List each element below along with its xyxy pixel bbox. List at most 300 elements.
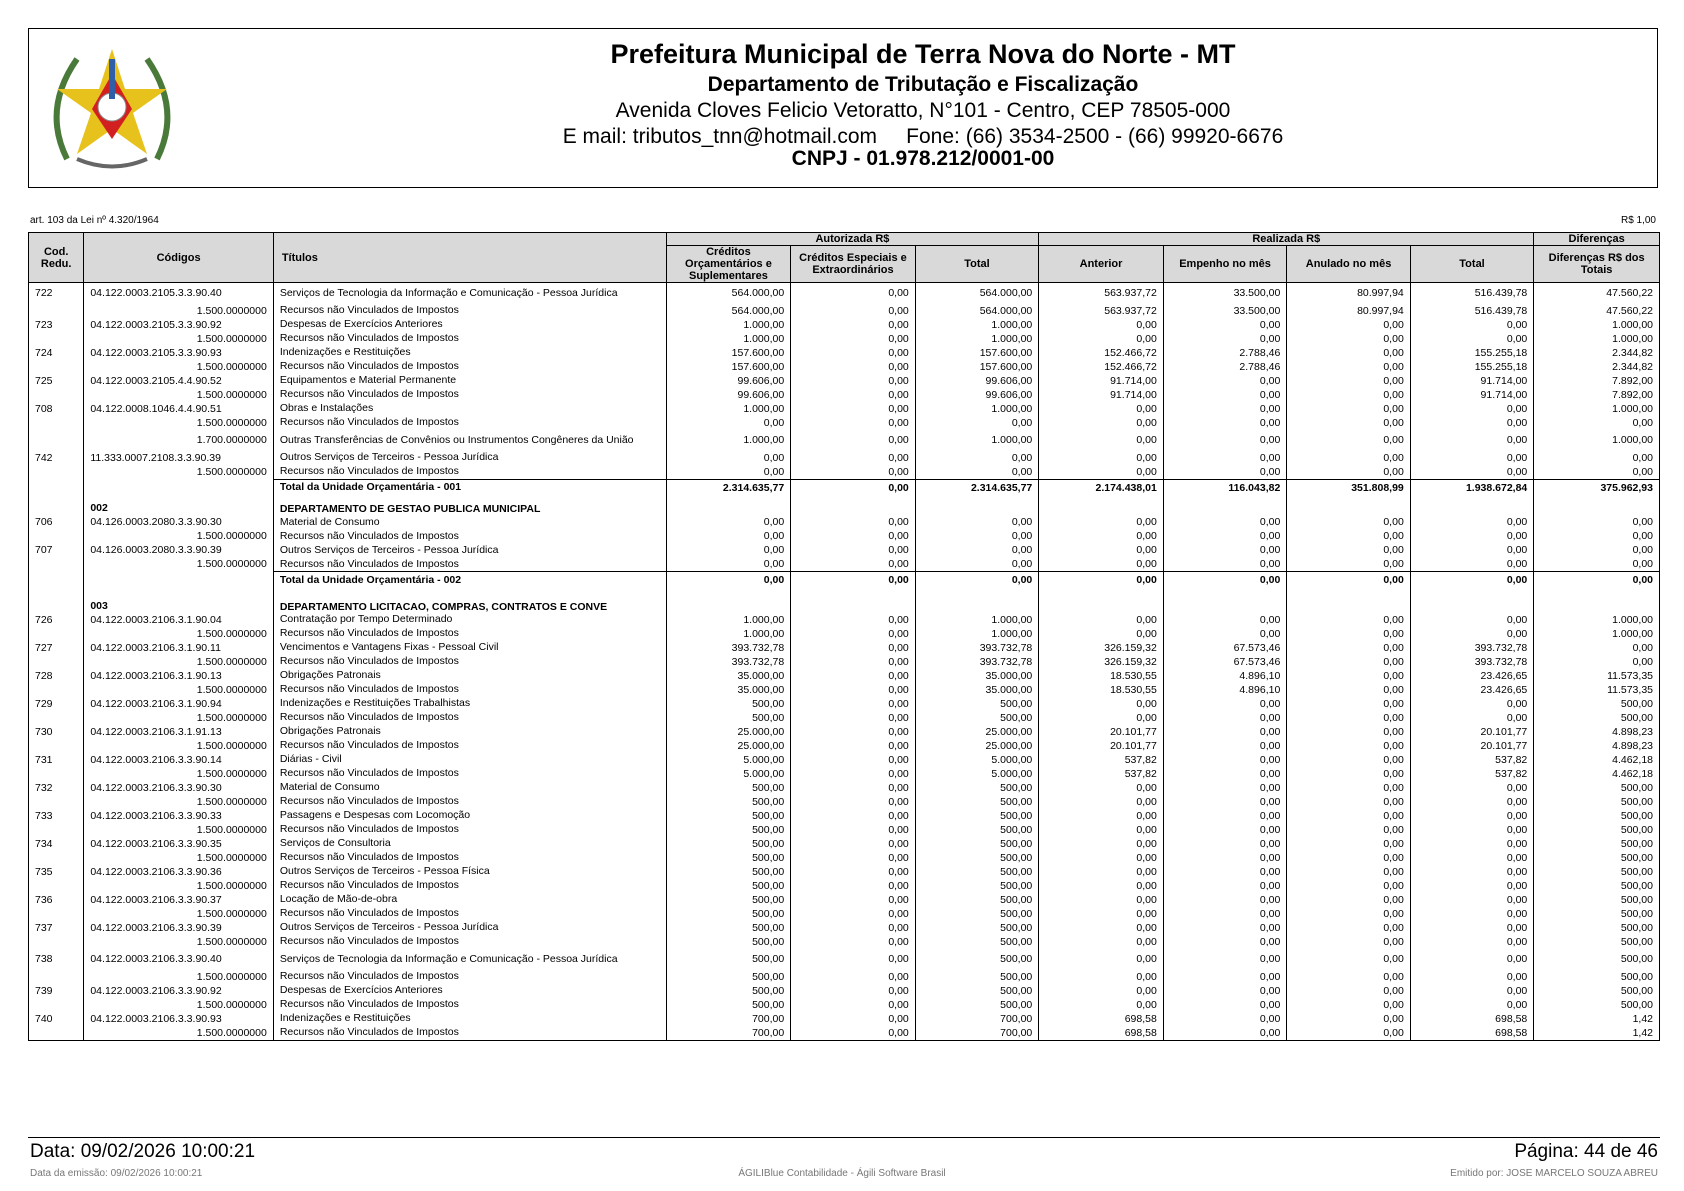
value-cell: [1410, 589, 1533, 613]
value-cell: 0,00: [1163, 823, 1286, 837]
software-credit: ÁGILIBlue Contabilidade - Ágili Software Brasil: [738, 1168, 946, 1179]
value-cell: 698,58: [1039, 1026, 1164, 1041]
value-cell: 0,00: [1287, 865, 1410, 879]
titulo-cell: Indenizações e Restituições Trabalhistas: [273, 697, 666, 711]
cod-redu-cell: [29, 430, 84, 451]
value-cell: 155.255,18: [1410, 346, 1533, 360]
value-cell: 0,00: [1163, 627, 1286, 641]
cod-redu-cell: [29, 655, 84, 669]
value-cell: 500,00: [666, 998, 791, 1012]
value-cell: 500,00: [915, 893, 1039, 907]
value-cell: 0,00: [1410, 837, 1533, 851]
value-cell: [666, 496, 791, 515]
value-cell: [1163, 589, 1286, 613]
value-cell: 99.606,00: [915, 388, 1039, 402]
value-cell: 0,00: [915, 557, 1039, 572]
value-cell: 0,00: [791, 515, 916, 529]
table-row: [29, 543, 1660, 557]
value-cell: 0,00: [1163, 907, 1286, 921]
titulo-cell: Material de Consumo: [273, 515, 666, 529]
value-cell: 0,00: [1287, 346, 1410, 360]
cod-redu-cell: 734: [29, 837, 84, 851]
value-cell: 0,00: [1287, 451, 1410, 465]
cod-redu-cell: [29, 851, 84, 865]
value-cell: 0,00: [1410, 543, 1533, 557]
value-cell: 33.500,00: [1163, 283, 1286, 304]
cod-redu-cell: [29, 304, 84, 318]
table-row: [29, 627, 1660, 641]
value-cell: 500,00: [1534, 935, 1660, 949]
value-cell: 326.159,32: [1039, 655, 1164, 669]
value-cell: 0,00: [1534, 515, 1660, 529]
value-cell: 0,00: [1410, 627, 1533, 641]
value-cell: 0,00: [1039, 627, 1164, 641]
value-cell: 564.000,00: [915, 283, 1039, 304]
value-cell: 500,00: [1534, 879, 1660, 893]
value-cell: 157.600,00: [915, 346, 1039, 360]
value-cell: 20.101,77: [1039, 725, 1164, 739]
value-cell: 1.000,00: [1534, 332, 1660, 346]
value-cell: 500,00: [915, 795, 1039, 809]
value-cell: 698,58: [1039, 1012, 1164, 1026]
value-cell: 1,42: [1534, 1012, 1660, 1026]
value-cell: 0,00: [1287, 970, 1410, 984]
value-cell: 7.892,00: [1534, 388, 1660, 402]
value-cell: 99.606,00: [666, 374, 791, 388]
value-cell: 0,00: [1287, 416, 1410, 430]
value-cell: 0,00: [1039, 697, 1164, 711]
value-cell: 0,00: [1163, 781, 1286, 795]
value-cell: 0,00: [1163, 809, 1286, 823]
cod-redu-cell: [29, 879, 84, 893]
codigo-cell: 1.500.0000000: [84, 360, 273, 374]
section-row: [29, 496, 1660, 515]
value-cell: 0,00: [915, 416, 1039, 430]
value-cell: 0,00: [791, 479, 916, 496]
value-cell: [1039, 496, 1164, 515]
codigo-cell: 1.500.0000000: [84, 627, 273, 641]
value-cell: 393.732,78: [915, 655, 1039, 669]
table-row: [29, 935, 1660, 949]
cod-redu-cell: 731: [29, 753, 84, 767]
titulo-cell: Outros Serviços de Terceiros - Pessoa Jurídica: [273, 921, 666, 935]
value-cell: [1287, 496, 1410, 515]
value-cell: 393.732,78: [666, 655, 791, 669]
value-cell: 500,00: [666, 795, 791, 809]
value-cell: 0,00: [1534, 416, 1660, 430]
value-cell: 0,00: [791, 529, 916, 543]
titulo-cell: Recursos não Vinculados de Impostos: [273, 1026, 666, 1041]
value-cell: 0,00: [791, 809, 916, 823]
value-cell: 4.462,18: [1534, 767, 1660, 781]
value-cell: 0,00: [791, 823, 916, 837]
value-cell: 0,00: [1410, 879, 1533, 893]
value-cell: 0,00: [1287, 893, 1410, 907]
titulo-cell: Diárias - Civil: [273, 753, 666, 767]
value-cell: 0,00: [1163, 332, 1286, 346]
cod-redu-cell: [29, 388, 84, 402]
value-cell: 0,00: [791, 893, 916, 907]
value-cell: 0,00: [791, 984, 916, 998]
value-cell: 0,00: [666, 557, 791, 572]
value-cell: 0,00: [1039, 402, 1164, 416]
codigo-cell: 04.122.0003.2106.3.3.90.40: [84, 949, 273, 970]
value-cell: 563.937,72: [1039, 304, 1164, 318]
value-cell: 0,00: [791, 851, 916, 865]
codigo-cell: 04.126.0003.2080.3.3.90.39: [84, 543, 273, 557]
titulo-cell: Indenizações e Restituições: [273, 1012, 666, 1026]
titulo-cell: Recursos não Vinculados de Impostos: [273, 304, 666, 318]
value-cell: 47.560,22: [1534, 283, 1660, 304]
value-cell: 0,00: [1410, 465, 1533, 480]
value-cell: 1.000,00: [666, 402, 791, 416]
value-cell: 4.898,23: [1534, 725, 1660, 739]
value-cell: 11.573,35: [1534, 683, 1660, 697]
value-cell: 4.896,10: [1163, 683, 1286, 697]
value-cell: 0,00: [915, 529, 1039, 543]
table-row: [29, 837, 1660, 851]
col-creditos: Créditos Orçamentários e Suplementares: [666, 246, 791, 283]
value-cell: 0,00: [1039, 823, 1164, 837]
codigo-cell: 04.122.0003.2105.3.3.90.40: [84, 283, 273, 304]
value-cell: 0,00: [666, 529, 791, 543]
value-cell: 5.000,00: [666, 767, 791, 781]
value-cell: 500,00: [666, 879, 791, 893]
value-cell: 1.000,00: [666, 627, 791, 641]
value-cell: 0,00: [791, 697, 916, 711]
value-cell: 1.000,00: [1534, 318, 1660, 332]
value-cell: 0,00: [1410, 697, 1533, 711]
value-cell: 0,00: [791, 318, 916, 332]
value-cell: 0,00: [1287, 402, 1410, 416]
value-cell: 0,00: [1163, 753, 1286, 767]
table-row: [29, 725, 1660, 739]
value-cell: 0,00: [1163, 767, 1286, 781]
budget-table: [28, 232, 1660, 1041]
value-cell: 1.938.672,84: [1410, 479, 1533, 496]
codigo-cell: 04.122.0003.2106.3.3.90.93: [84, 1012, 273, 1026]
value-cell: 0,00: [1410, 402, 1533, 416]
titulo-cell: Recursos não Vinculados de Impostos: [273, 627, 666, 641]
value-cell: 500,00: [1534, 837, 1660, 851]
department-name: Departamento de Tributação e Fiscalização: [707, 73, 1139, 96]
codigo-cell: 1.500.0000000: [84, 1026, 273, 1041]
value-cell: 0,00: [1163, 1026, 1286, 1041]
value-cell: 0,00: [1287, 837, 1410, 851]
value-cell: 500,00: [915, 879, 1039, 893]
value-cell: 564.000,00: [915, 304, 1039, 318]
cod-redu-cell: 724: [29, 346, 84, 360]
cod-redu-cell: [29, 332, 84, 346]
value-cell: 0,00: [915, 451, 1039, 465]
value-cell: [1287, 589, 1410, 613]
value-cell: 0,00: [1287, 515, 1410, 529]
table-row: [29, 1012, 1660, 1026]
value-cell: 500,00: [666, 865, 791, 879]
table-row: [29, 374, 1660, 388]
value-cell: 0,00: [791, 451, 916, 465]
table-row: [29, 557, 1660, 572]
value-cell: 564.000,00: [666, 283, 791, 304]
value-cell: 500,00: [666, 837, 791, 851]
table-row: [29, 655, 1660, 669]
titulo-cell: Recursos não Vinculados de Impostos: [273, 360, 666, 374]
value-cell: 0,00: [791, 641, 916, 655]
titulo-cell: Outras Transferências de Convênios ou Instrumentos Congêneres da União: [273, 430, 666, 451]
value-cell: 33.500,00: [1163, 304, 1286, 318]
value-cell: 0,00: [666, 416, 791, 430]
value-cell: 500,00: [666, 984, 791, 998]
value-cell: 0,00: [791, 970, 916, 984]
value-cell: 0,00: [1163, 465, 1286, 480]
value-cell: 0,00: [791, 332, 916, 346]
value-cell: 0,00: [1163, 949, 1286, 970]
value-cell: 0,00: [791, 1012, 916, 1026]
codigo-cell: 1.500.0000000: [84, 823, 273, 837]
value-cell: 500,00: [1534, 998, 1660, 1012]
value-cell: 5.000,00: [915, 767, 1039, 781]
value-cell: 25.000,00: [666, 725, 791, 739]
value-cell: 500,00: [1534, 893, 1660, 907]
value-cell: 0,00: [1410, 332, 1533, 346]
codigo-cell: 1.500.0000000: [84, 332, 273, 346]
value-cell: 80.997,94: [1287, 304, 1410, 318]
value-cell: 0,00: [666, 465, 791, 480]
value-cell: 157.600,00: [666, 346, 791, 360]
table-row: [29, 529, 1660, 543]
value-cell: 0,00: [1287, 430, 1410, 451]
codigo-cell: 11.333.0007.2108.3.3.90.39: [84, 451, 273, 465]
value-cell: 537,82: [1039, 753, 1164, 767]
cod-redu-cell: [29, 935, 84, 949]
cnpj-line: CNPJ - 01.978.212/0001-00: [791, 147, 1055, 170]
value-cell: 0,00: [1410, 823, 1533, 837]
value-cell: 0,00: [1163, 970, 1286, 984]
value-cell: 0,00: [666, 543, 791, 557]
value-cell: 152.466,72: [1039, 346, 1164, 360]
value-cell: 0,00: [1287, 767, 1410, 781]
table-row: [29, 998, 1660, 1012]
codigo-cell: 1.500.0000000: [84, 655, 273, 669]
value-cell: 0,00: [1287, 641, 1410, 655]
value-cell: 500,00: [1534, 970, 1660, 984]
value-cell: 0,00: [791, 921, 916, 935]
value-cell: 0,00: [791, 767, 916, 781]
table-row: [29, 697, 1660, 711]
value-cell: 0,00: [1039, 465, 1164, 480]
value-cell: 500,00: [915, 697, 1039, 711]
value-cell: 5.000,00: [915, 753, 1039, 767]
report-date: Data: 09/02/2026 10:00:21: [30, 1141, 256, 1162]
titulo-cell: Recursos não Vinculados de Impostos: [273, 739, 666, 753]
value-cell: 0,00: [1287, 332, 1410, 346]
titulo-cell: Serviços de Tecnologia da Informação e Comunicação - Pessoa Jurídica: [273, 949, 666, 970]
value-cell: 0,00: [791, 388, 916, 402]
table-row: [29, 332, 1660, 346]
value-cell: 0,00: [1287, 711, 1410, 725]
value-cell: 0,00: [1039, 430, 1164, 451]
table-row: [29, 416, 1660, 430]
titulo-cell: Recursos não Vinculados de Impostos: [273, 970, 666, 984]
titulo-cell: Recursos não Vinculados de Impostos: [273, 851, 666, 865]
codigo-cell: 1.700.0000000: [84, 430, 273, 451]
value-cell: 393.732,78: [1410, 655, 1533, 669]
col-diferencas: Diferenças R$ dos Totais: [1534, 246, 1660, 283]
value-cell: 0,00: [1287, 543, 1410, 557]
table-row: [29, 795, 1660, 809]
value-cell: 0,00: [791, 998, 916, 1012]
codigo-cell: 003: [84, 589, 273, 613]
value-cell: 157.600,00: [915, 360, 1039, 374]
value-cell: 2.314.635,77: [666, 479, 791, 496]
cod-redu-cell: [29, 496, 84, 515]
value-cell: 500,00: [915, 984, 1039, 998]
value-cell: 0,00: [1287, 697, 1410, 711]
value-cell: 0,00: [1163, 557, 1286, 572]
value-cell: 0,00: [1039, 332, 1164, 346]
value-cell: 0,00: [1039, 837, 1164, 851]
value-cell: 0,00: [1287, 1026, 1410, 1041]
titulo-cell: Recursos não Vinculados de Impostos: [273, 795, 666, 809]
value-cell: 0,00: [1410, 515, 1533, 529]
value-cell: 0,00: [1534, 572, 1660, 589]
value-cell: 0,00: [1410, 613, 1533, 627]
codigo-cell: 1.500.0000000: [84, 739, 273, 753]
value-cell: 500,00: [666, 893, 791, 907]
table-row: [29, 515, 1660, 529]
value-cell: 35.000,00: [666, 683, 791, 697]
titulo-cell: Recursos não Vinculados de Impostos: [273, 388, 666, 402]
value-cell: 0,00: [791, 430, 916, 451]
value-cell: 537,82: [1410, 753, 1533, 767]
value-cell: 0,00: [1163, 374, 1286, 388]
value-cell: 0,00: [1287, 879, 1410, 893]
value-cell: 0,00: [791, 1026, 916, 1041]
col-especiais: Créditos Especiais e Extraordinários: [791, 246, 916, 283]
value-cell: 326.159,32: [1039, 641, 1164, 655]
value-cell: 80.997,94: [1287, 283, 1410, 304]
value-cell: 0,00: [666, 572, 791, 589]
value-cell: [1163, 496, 1286, 515]
codigo-cell: 1.500.0000000: [84, 388, 273, 402]
titulo-cell: Recursos não Vinculados de Impostos: [273, 935, 666, 949]
value-cell: 0,00: [791, 711, 916, 725]
codigo-cell: 04.122.0003.2106.3.1.90.94: [84, 697, 273, 711]
value-cell: 0,00: [1410, 711, 1533, 725]
value-cell: 500,00: [1534, 781, 1660, 795]
table-row: [29, 613, 1660, 627]
value-cell: 698,58: [1410, 1012, 1533, 1026]
titulo-cell: Vencimentos e Vantagens Fixas - Pessoal Civil: [273, 641, 666, 655]
titulo-cell: Serviços de Tecnologia da Informação e Comunicação - Pessoa Jurídica: [273, 283, 666, 304]
value-cell: 351.808,99: [1287, 479, 1410, 496]
cod-redu-cell: [29, 683, 84, 697]
table-row: [29, 641, 1660, 655]
value-cell: 0,00: [791, 402, 916, 416]
cod-redu-cell: 732: [29, 781, 84, 795]
value-cell: 0,00: [1287, 753, 1410, 767]
value-cell: 0,00: [1163, 725, 1286, 739]
value-cell: 0,00: [1163, 572, 1286, 589]
value-cell: 500,00: [1534, 851, 1660, 865]
table-row: [29, 809, 1660, 823]
value-cell: 0,00: [1410, 809, 1533, 823]
value-cell: 393.732,78: [915, 641, 1039, 655]
titulo-cell: Equipamentos e Material Permanente: [273, 374, 666, 388]
codigo-cell: 1.500.0000000: [84, 795, 273, 809]
value-cell: 1.000,00: [915, 402, 1039, 416]
col-titulos: Títulos: [273, 233, 666, 283]
value-cell: 500,00: [666, 949, 791, 970]
value-cell: 0,00: [1163, 935, 1286, 949]
codigo-cell: 04.122.0003.2106.3.3.90.37: [84, 893, 273, 907]
cod-redu-cell: [29, 970, 84, 984]
group-realizada: Realizada R$: [1039, 233, 1534, 246]
budget-table-body: [29, 283, 1660, 1041]
group-diferencas: Diferenças: [1534, 233, 1660, 246]
value-cell: 0,00: [1287, 613, 1410, 627]
value-cell: 1.000,00: [915, 430, 1039, 451]
value-cell: 0,00: [791, 949, 916, 970]
codigo-cell: 04.126.0003.2080.3.3.90.30: [84, 515, 273, 529]
value-cell: 500,00: [915, 921, 1039, 935]
value-cell: 0,00: [791, 557, 916, 572]
table-row: [29, 823, 1660, 837]
value-cell: [915, 589, 1039, 613]
value-cell: 0,00: [1287, 725, 1410, 739]
codigo-cell: 04.122.0003.2106.3.3.90.39: [84, 921, 273, 935]
value-cell: 20.101,77: [1410, 739, 1533, 753]
value-cell: 500,00: [666, 823, 791, 837]
codigo-cell: 04.122.0008.1046.4.4.90.51: [84, 402, 273, 416]
table-row: [29, 984, 1660, 998]
value-cell: 5.000,00: [666, 753, 791, 767]
value-cell: 393.732,78: [666, 641, 791, 655]
value-cell: 0,00: [791, 627, 916, 641]
col-empenho: Empenho no mês: [1163, 246, 1286, 283]
cod-redu-cell: 736: [29, 893, 84, 907]
cod-redu-cell: [29, 795, 84, 809]
cod-redu-cell: [29, 465, 84, 480]
table-row: [29, 865, 1660, 879]
value-cell: 0,00: [791, 907, 916, 921]
value-cell: 0,00: [1410, 865, 1533, 879]
codigo-cell: 04.122.0003.2106.3.3.90.36: [84, 865, 273, 879]
report-header: [28, 28, 1658, 188]
value-cell: [1534, 589, 1660, 613]
titulo-cell: Total da Unidade Orçamentária - 002: [273, 572, 666, 589]
titulo-cell: Recursos não Vinculados de Impostos: [273, 529, 666, 543]
value-cell: 0,00: [1287, 318, 1410, 332]
cod-redu-cell: [29, 823, 84, 837]
value-cell: 0,00: [791, 304, 916, 318]
value-cell: 0,00: [791, 669, 916, 683]
value-cell: 18.530,55: [1039, 669, 1164, 683]
value-cell: 0,00: [1039, 515, 1164, 529]
value-cell: 500,00: [915, 907, 1039, 921]
codigo-cell: 04.122.0003.2106.3.1.90.04: [84, 613, 273, 627]
value-cell: 2.788,46: [1163, 360, 1286, 374]
value-cell: 0,00: [1163, 402, 1286, 416]
value-cell: 0,00: [791, 795, 916, 809]
titulo-cell: Recursos não Vinculados de Impostos: [273, 465, 666, 480]
value-cell: 0,00: [1163, 451, 1286, 465]
table-row: [29, 669, 1660, 683]
table-row: [29, 781, 1660, 795]
titulo-cell: Recursos não Vinculados de Impostos: [273, 332, 666, 346]
value-cell: 500,00: [1534, 907, 1660, 921]
value-cell: 0,00: [1534, 451, 1660, 465]
